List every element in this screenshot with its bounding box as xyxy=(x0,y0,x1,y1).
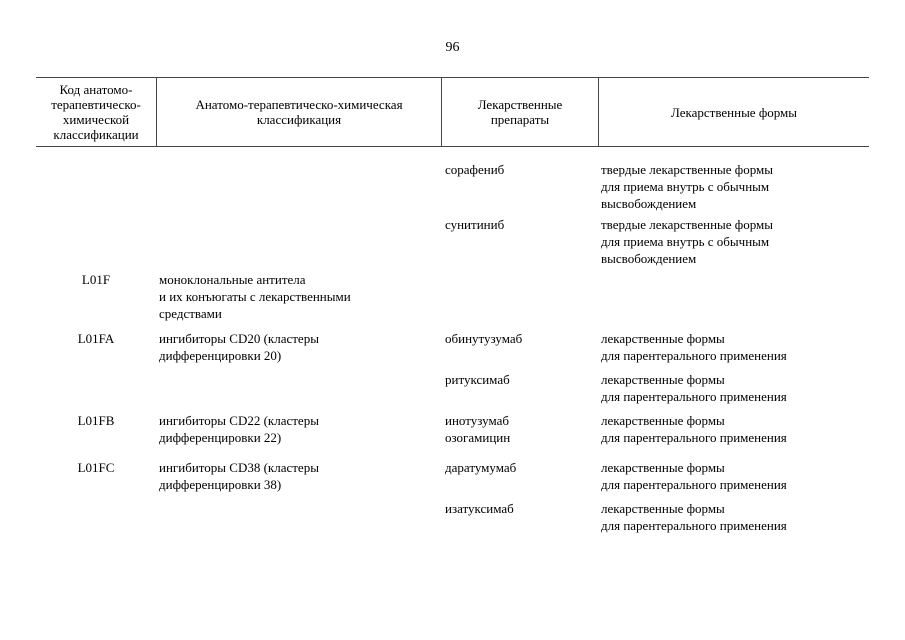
drug-form: лекарственные формы для парентерального применения xyxy=(601,372,787,404)
drug-name: даратумумаб xyxy=(445,460,517,475)
atc-classification: ингибиторы CD38 (кластеры дифференцировки 38) xyxy=(159,460,319,492)
header-code: Код анатомо- терапевтическо- химической классификации xyxy=(51,82,141,142)
atc-code: L01FB xyxy=(77,413,115,428)
header-drugs: Лекарственные препараты xyxy=(477,97,563,127)
drug-form: твердые лекарственные формы для приема внутрь с обычным высвобождением xyxy=(601,217,773,266)
drug-form: твердые лекарственные формы для приема внутрь с обычным высвобождением xyxy=(601,162,773,211)
drug-name: ритуксимаб xyxy=(445,372,510,387)
drug-name: сорафениб xyxy=(445,162,505,177)
drug-form: лекарственные формы для парентерального применения xyxy=(601,460,787,492)
page-number: 96 xyxy=(445,40,460,55)
table-header-bottom-border xyxy=(36,146,869,147)
drug-name: инотузумаб озогамицин xyxy=(445,413,511,445)
atc-code: L01FA xyxy=(77,331,115,346)
header-classification: Анатомо-терапевтическо-химическая классификация xyxy=(195,97,403,127)
drug-form: лекарственные формы для парентерального применения xyxy=(601,413,787,445)
drug-name: сунитиниб xyxy=(445,217,505,232)
atc-code: L01FC xyxy=(77,460,115,475)
drug-form: лекарственные формы для парентерального применения xyxy=(601,331,787,363)
atc-classification: моноклональные антитела и их конъюгаты с лекарственными средствами xyxy=(159,272,351,321)
atc-code: L01F xyxy=(81,272,111,287)
atc-classification: ингибиторы CD20 (кластеры дифференцировки 20) xyxy=(159,331,319,363)
atc-classification: ингибиторы CD22 (кластеры дифференцировки 22) xyxy=(159,413,319,445)
header-forms: Лекарственные формы xyxy=(670,104,798,120)
drug-name: изатуксимаб xyxy=(445,501,514,516)
drug-form: лекарственные формы для парентерального применения xyxy=(601,501,787,533)
drug-name: обинутузумаб xyxy=(445,331,523,346)
